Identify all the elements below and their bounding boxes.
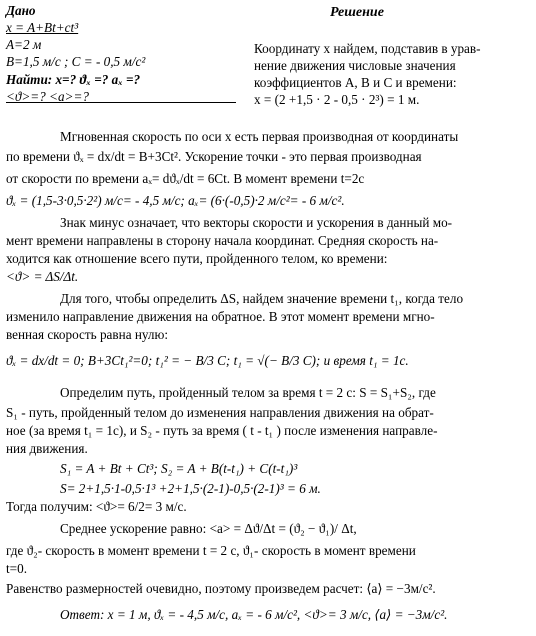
- solution-line-4: x = (2 +1,5 · 2 - 0,5 · 2³) = 1 м.: [254, 92, 420, 108]
- given-find: Найти: x=? ϑₓ =? aₓ =?: [6, 71, 141, 87]
- body-line: Среднее ускорение равно: <a> = Δϑ/Δt = (ϑ₂ − ϑ₁)/ Δt,: [60, 521, 357, 536]
- body-formula: ϑₓ = (1,5-3·0,5·2²) м/с= - 4,5 м/с; aₓ= (6·(-0,5)·2 м/с²= - 6 м/с².: [6, 193, 345, 208]
- body-line: мент времени направлены в сторону начала координат. Средняя скорость на-: [6, 233, 439, 248]
- body-line: Для того, чтобы определить ΔS, найдем значение времени t₁, когда тело: [60, 291, 464, 306]
- solution-line-3: коэффициентов A, B и C и времени:: [254, 75, 457, 91]
- body-line: по времени ϑₓ = dx/dt = B+3Ct². Ускорение точки - это первая производная: [6, 149, 422, 164]
- solution-intro: [254, 40, 524, 109]
- given-title: Дано: [6, 3, 36, 18]
- given-block: [6, 2, 216, 105]
- body-line: ное (за время t₁ = 1c), и S₂ - путь за время ( t - t₁ ) после изменения направле-: [6, 423, 438, 438]
- body-line: t=0.: [6, 561, 27, 576]
- body-line: Знак минус означает, что векторы скорости и ускорения в данный мо-: [60, 215, 453, 230]
- body-formula: ϑₓ = dx/dt = 0; B+3Ct₁²=0; t₁² = − B/3 C; t₁ = √(− B/3 C); и время t₁ = 1c.: [6, 353, 409, 368]
- body-formula: S= 2+1,5·1-0,5·1³ +2+1,5·(2-1)-0,5·(2-1)³ = 6 м.: [60, 481, 321, 496]
- given-equation: x = A+Bt+ct³: [6, 20, 79, 36]
- body-line: ходится как отношение всего пути, пройденного телом, ко времени:: [6, 251, 388, 266]
- body-line: Тогда получим: <ϑ>= 6/2= 3 м/с.: [6, 499, 187, 514]
- body-line: от скорости по времени aₓ= dϑₓ/dt = 6Ct. В момент времени t=2c: [6, 171, 365, 186]
- given-a: A=2 м: [6, 37, 42, 53]
- given-b-c: B=1,5 м/с ; C = - 0,5 м/с²: [6, 54, 146, 70]
- body-formula: S₁ = A + Bt + Ct³; S₂ = A + B(t-t₁) + C(t-t₁)³: [60, 461, 298, 476]
- solution-line-2: нение движения числовые значения: [254, 58, 456, 74]
- given-find-avg: <ϑ>=? <a>=?: [6, 88, 89, 104]
- answer-line: Ответ: x = 1 м, ϑₓ = - 4,5 м/с, aₓ = - 6 м/с², <ϑ>= 3 м/с, ⟨a⟩ = −3м/с².: [60, 607, 448, 622]
- body-line: Определим путь, пройденный телом за время t = 2 c: S = S₁+S₂, где: [60, 385, 436, 400]
- body-line: ния движения.: [6, 441, 88, 456]
- body-line: Равенство размерностей очевидно, поэтому произведем расчет: ⟨a⟩ = −3м/с².: [6, 581, 436, 596]
- solution-title: Решение: [330, 5, 384, 20]
- body-line: Мгновенная скорость по оси x есть первая производная от координаты: [60, 129, 459, 144]
- body-formula: <ϑ> = ΔS/Δt.: [6, 269, 79, 284]
- body-line: где ϑ₂- скорость в момент времени t = 2 с, ϑ₁- скорость в момент времени: [6, 543, 416, 558]
- solution-line-1: Координату x найдем, подставив в урав-: [254, 41, 481, 56]
- given-divider: [6, 102, 236, 103]
- body-line: венная скорость равна нулю:: [6, 327, 169, 342]
- body-line: S₁ - путь, пройденный телом до изменения направления движения на обрат-: [6, 405, 434, 420]
- body-line: изменило направление движения на обратное. В этот момент времени мгно-: [6, 309, 435, 324]
